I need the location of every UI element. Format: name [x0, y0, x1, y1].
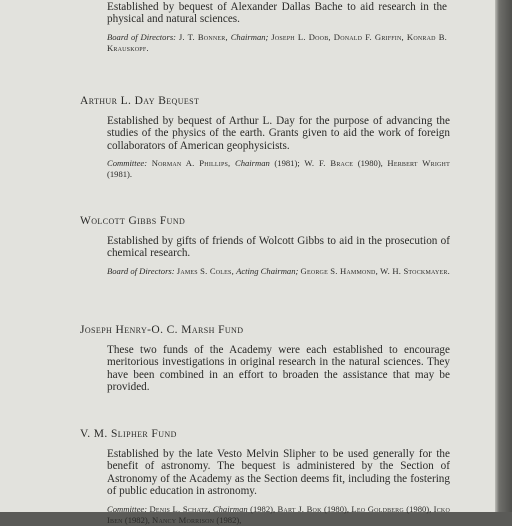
member-name: Icko Iben	[107, 503, 450, 525]
fund-description: Established by gifts of friends of Wolcott Gibbs to aid in the prosecution of chemical research.	[107, 235, 450, 260]
member-name: Bart J. Bok	[277, 503, 322, 514]
member-term: (1982),	[216, 514, 242, 525]
fund-description: These two funds of the Academy were each established to encourage meritorious investigations in original research in the natural sciences. They have been combined in an effort to broaden the assistance that may be provided.	[107, 344, 450, 394]
fund-entry-gibbs	[80, 214, 450, 277]
fund-description: Established by bequest of Alexander Dallas Bache to aid research in the physical and natural sciences.	[107, 1, 447, 26]
member-term: (1982),	[250, 503, 276, 514]
member-term: (1981);	[274, 158, 300, 169]
member-term: (1981).	[107, 169, 133, 180]
committee-label: Committee:	[107, 158, 148, 169]
member-names: George S. Hammond, W. H. Stockmayer.	[300, 265, 450, 276]
board-of-directors	[107, 266, 450, 277]
member-names: Joseph L. Doob, Donald F. Griffin, Konrad B. Krauskopf.	[107, 31, 447, 53]
member-name: Nancy Morrison	[152, 514, 215, 525]
fund-entry-henry-marsh	[80, 323, 450, 394]
member-name: W. F. Brace	[304, 158, 354, 169]
bache-fund-entry	[107, 1, 447, 54]
member-names: J. T. Bonner,	[178, 31, 228, 42]
committee	[107, 158, 450, 180]
page-edge-shadow	[495, 0, 512, 512]
committee	[107, 504, 450, 526]
fund-entry-slipher	[80, 427, 450, 526]
member-role: Chairman	[212, 503, 248, 514]
member-term: (1980),	[323, 503, 350, 514]
member-role: Chairman;	[230, 31, 269, 42]
fund-heading: Wolcott Gibbs Fund	[80, 215, 186, 227]
board-label: Board of Directors:	[107, 265, 175, 276]
member-term: (1980),	[357, 158, 383, 169]
member-term: (1980),	[406, 503, 432, 514]
committee-label: Committee:	[107, 503, 148, 514]
member-name: James S. Coles,	[176, 265, 234, 276]
fund-description: Established by the late Vesto Melvin Slipher to be used generally for the benefit of astronomy. The bequest is administered by the Section of Astronomy of the Academy as the Section deems fit, including the fostering of public education in astronomy.	[107, 448, 450, 498]
member-name: Norman A. Phillips,	[151, 158, 231, 169]
member-name: Denis L. Schatz,	[149, 503, 211, 514]
member-role: Acting Chairman;	[236, 265, 299, 276]
fund-heading: V. M. Slipher Fund	[80, 428, 177, 440]
fund-description: Established by bequest of Arthur L. Day for the purpose of advancing the studies of the physics of the earth. Grants given to aid the work of foreign collaborators of American geophysicists.	[107, 115, 450, 152]
board-of-directors	[107, 32, 447, 54]
member-name: Herbert Wright	[387, 158, 450, 169]
member-role: Chairman	[234, 158, 270, 169]
member-name: Leo Goldberg	[351, 503, 404, 514]
fund-entry-day-bequest	[80, 94, 450, 180]
member-term: (1982),	[124, 514, 150, 525]
board-label: Board of Directors:	[107, 31, 177, 42]
fund-heading: Joseph Henry-O. C. Marsh Fund	[80, 324, 244, 336]
fund-heading: Arthur L. Day Bequest	[80, 95, 200, 107]
